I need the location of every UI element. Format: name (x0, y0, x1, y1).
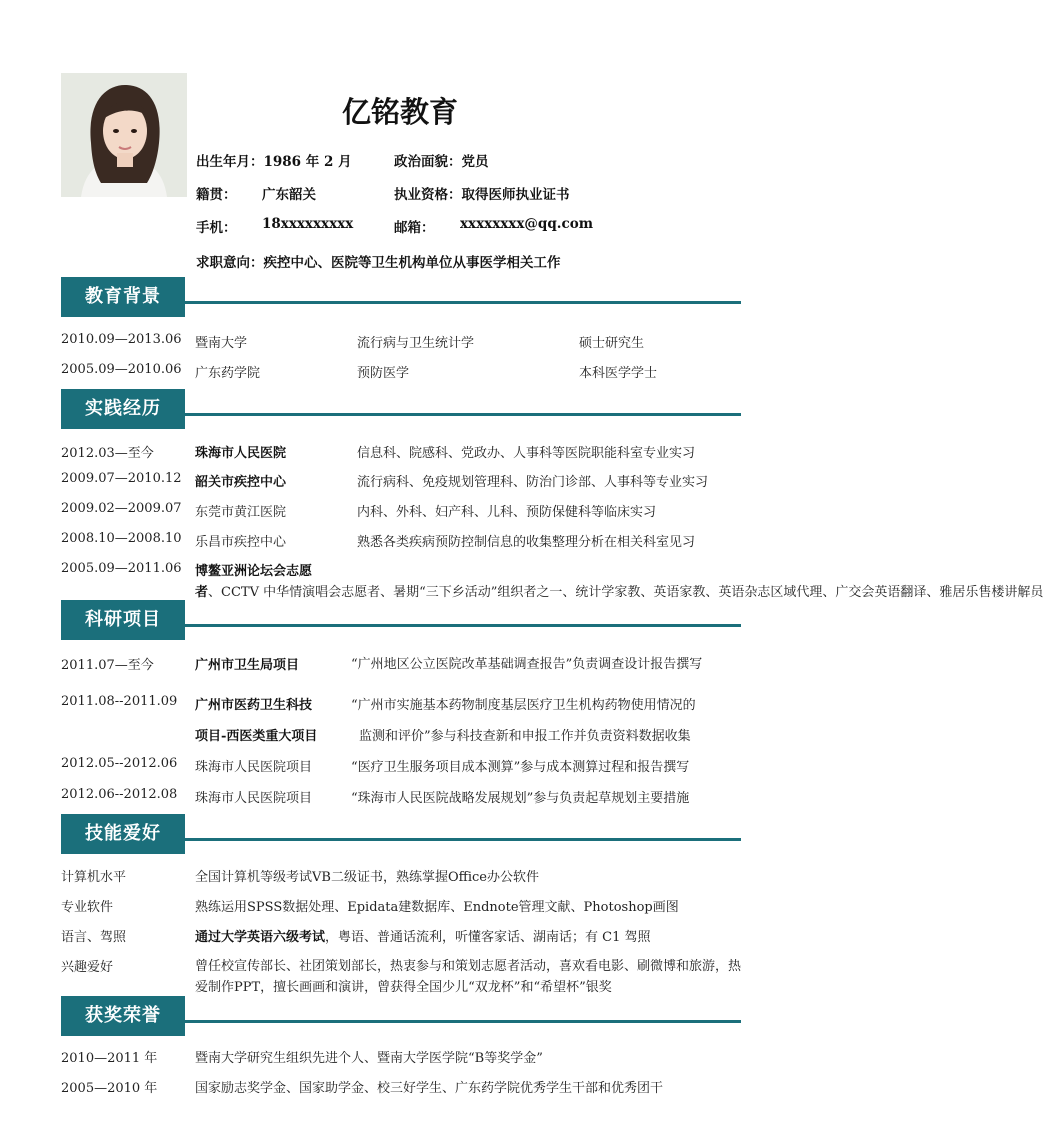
birth-date: 出生年月：1986 年 2 月 (196, 154, 352, 170)
email-label: 邮箱： (394, 220, 435, 236)
political-status: 政治面貌：党员 (394, 154, 489, 170)
section-title: 技能爱好 (61, 814, 185, 854)
section-title: 获奖荣誉 (61, 996, 185, 1036)
section-practice (61, 389, 741, 429)
phone-label: 手机： (196, 220, 237, 236)
section-awards (61, 996, 741, 1036)
section-divider (185, 301, 741, 304)
origin-label: 籍贯： (196, 187, 237, 203)
section-education (61, 277, 741, 317)
resume-name: 亿铭教育 (341, 95, 458, 129)
job-objective: 求职意向：疾控中心、医院等卫生机构单位从事医学相关工作 (196, 255, 561, 271)
section-research (61, 600, 741, 640)
section-divider (185, 624, 741, 627)
origin-value: 广东韶关 (262, 187, 316, 203)
section-divider (185, 1020, 741, 1023)
section-title: 实践经历 (61, 389, 185, 429)
license: 执业资格：取得医师执业证书 (394, 187, 570, 203)
portrait-illustration (61, 73, 187, 197)
section-title: 教育背景 (61, 277, 185, 317)
section-title: 科研项目 (61, 600, 185, 640)
section-skills (61, 814, 741, 854)
section-divider (185, 838, 741, 841)
profile-photo (61, 73, 187, 197)
phone-value: 18xxxxxxxxx (262, 216, 354, 232)
email-value: xxxxxxxx@qq.com (460, 216, 593, 232)
section-divider (185, 413, 741, 416)
